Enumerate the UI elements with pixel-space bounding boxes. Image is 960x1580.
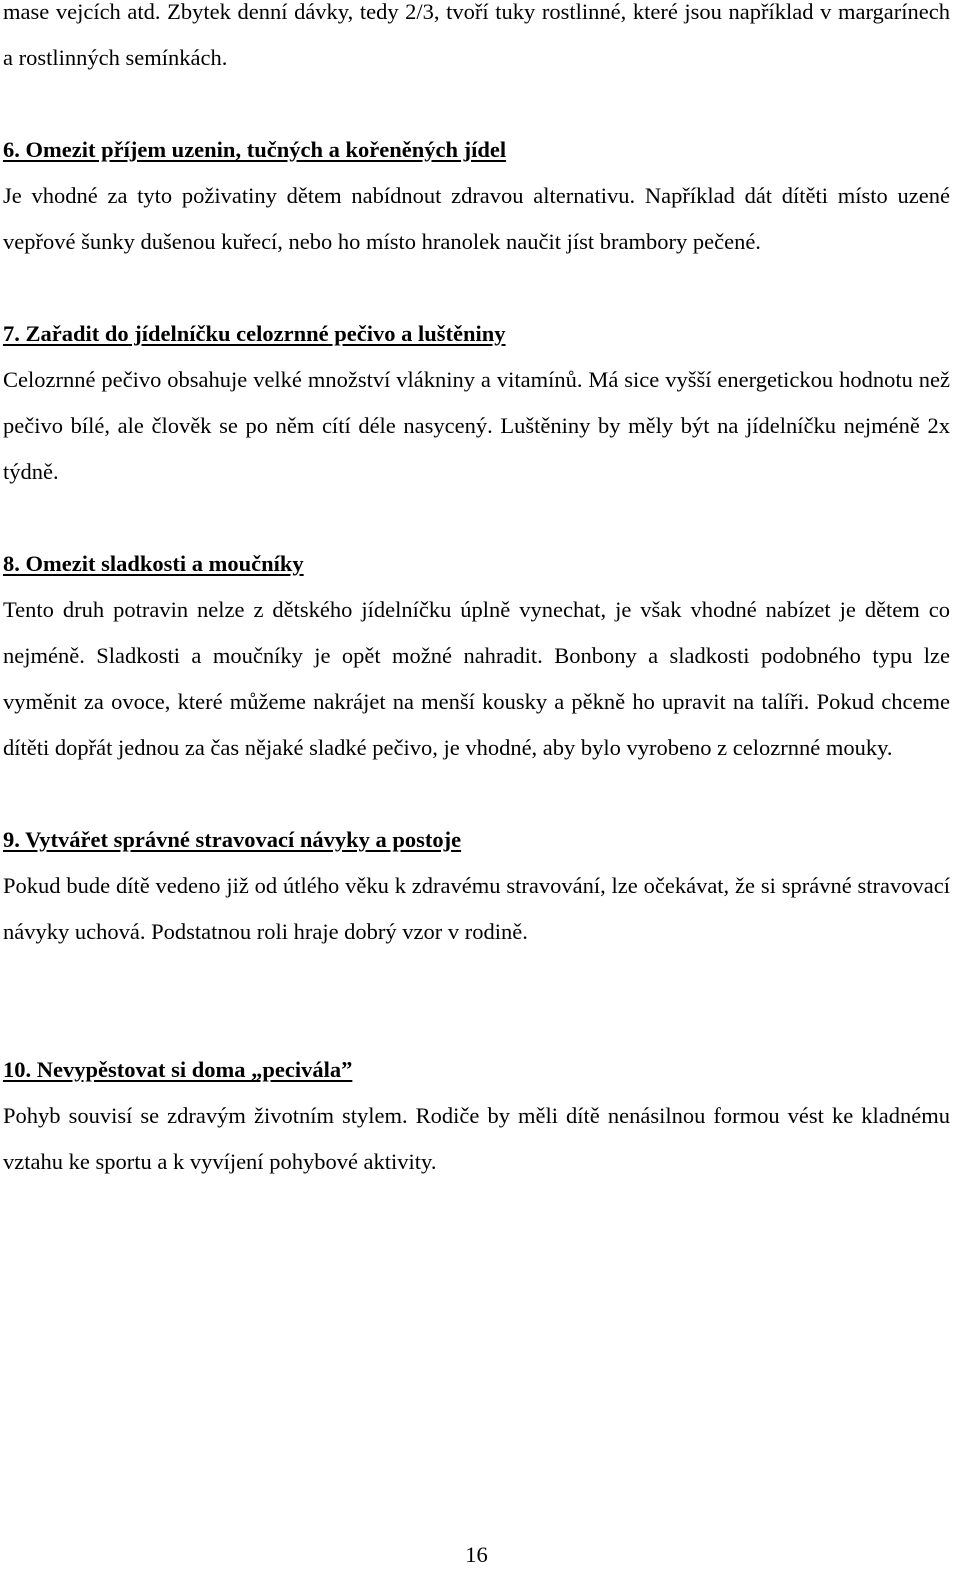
section-body: Je vhodné za tyto poživatiny dětem nabídnout zdravou alternativu. Například dát dítěti místo uzené vepřové šunky dušenou kuřecí, nebo ho místo hranolek naučit jíst brambory pečené.: [3, 183, 950, 254]
section-body: Pohyb souvisí se zdravým životním stylem. Rodiče by měli dítě nenásilnou formou vést ke kladnému vztahu ke sportu a k vyvíjení pohybové aktivity.: [3, 1103, 950, 1174]
spacer: [3, 771, 950, 817]
page-number: 16: [465, 1542, 488, 1567]
intro-paragraph: mase vejcích atd. Zbytek denní dávky, tedy 2/3, tvoří tuky rostlinné, které jsou například v margarínech a rostlinných semínkách.: [3, 0, 950, 70]
section-heading: 7. Zařadit do jídelníčku celozrnné pečivo a luštěniny: [3, 321, 506, 346]
spacer: [3, 495, 950, 541]
section-heading: 8. Omezit sladkosti a moučníky: [3, 551, 304, 576]
section-body: Tento druh potravin nelze z dětského jídelníčku úplně vynechat, je však vhodné nabízet je dětem co nejméně. Sladkosti a moučníky je opět možné nahradit. Bonbony a sladkosti podobného typu lze vyměnit za ovoce, které můžeme nakrájet na menší kousky a pěkně ho upravit na talíři. Pokud chceme dítěti dopřát jednou za čas nějaké sladké pečivo, je vhodné, aby bylo vyrobeno z celozrnné mouky.: [3, 597, 950, 760]
spacer: [3, 265, 950, 311]
section-body: Pokud bude dítě vedeno již od útlého věku k zdravému stravování, lze očekávat, že si správné stravovací návyky uchová. Podstatnou roli hraje dobrý vzor v rodině.: [3, 873, 950, 944]
section-body: Celozrnné pečivo obsahuje velké množství vlákniny a vitamínů. Má sice vyšší energetickou hodnotu než pečivo bílé, ale člověk se po něm cítí déle nasycený. Luštěniny by měly být na jídelníčku nejméně 2x týdně.: [3, 367, 950, 484]
section-10: [3, 1047, 950, 1185]
section-9: [3, 817, 950, 955]
section-heading: 6. Omezit příjem uzenin, tučných a kořeněných jídel: [3, 137, 507, 162]
spacer: [3, 955, 950, 1047]
document-page: [3, 0, 950, 1185]
section-8: [3, 541, 950, 771]
section-7: [3, 311, 950, 495]
section-heading: 10. Nevypěstovat si doma „peciválaˮ: [3, 1057, 353, 1082]
section-6: [3, 127, 950, 265]
spacer: [3, 81, 950, 127]
section-heading: 9. Vytvářet správné stravovací návyky a postoje: [3, 827, 462, 852]
